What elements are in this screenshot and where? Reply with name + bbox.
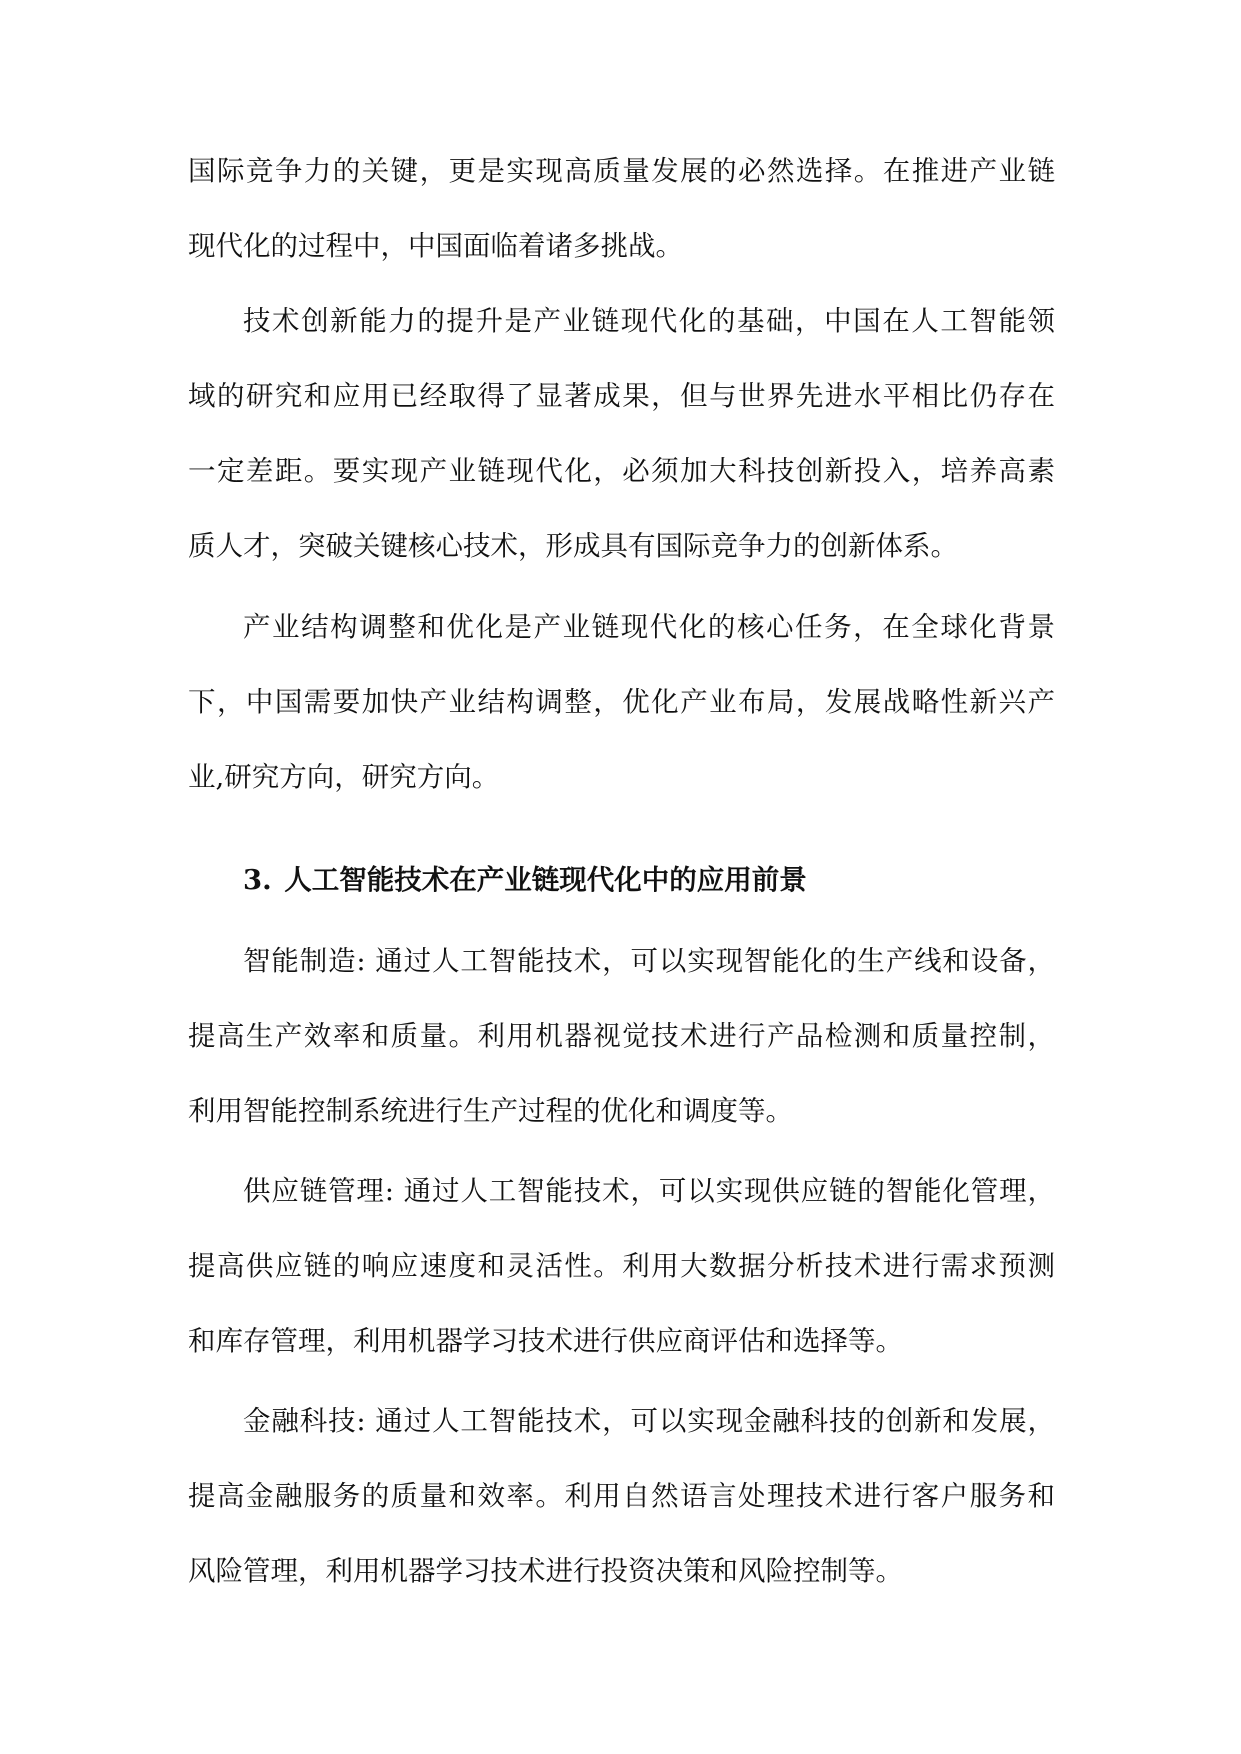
paragraph-fintech [188, 1384, 1055, 1609]
text-line: 提高供应链的响应速度和灵活性。利用大数据分析技术进行需求预测 [188, 1250, 1055, 1282]
document-body [188, 134, 1055, 1609]
text-line: 供应链管理: 通过人工智能技术，可以实现供应链的智能化管理， [243, 1175, 1055, 1207]
section-heading [188, 843, 1055, 918]
text-line: 智能制造: 通过人工智能技术，可以实现智能化的生产线和设备， [243, 945, 1055, 977]
text-line: 一定差距。要实现产业链现代化，必须加大科技创新投入，培养高素 [188, 455, 1055, 487]
text-line: 利用智能控制系统进行生产过程的优化和调度等。 [188, 1095, 793, 1127]
text-line: 和库存管理，利用机器学习技术进行供应商评估和选择等。 [188, 1325, 903, 1357]
text-line: 产业结构调整和优化是产业链现代化的核心任务，在全球化背景 [243, 611, 1055, 643]
section-number: 3. [243, 864, 272, 896]
paragraph-tech-innovation [188, 284, 1055, 584]
text-line: 技术创新能力的提升是产业链现代化的基础，中国在人工智能领 [243, 305, 1055, 337]
section-title: 人工智能技术在产业链现代化中的应用前景 [284, 864, 807, 896]
text-line: 风险管理，利用机器学习技术进行投资决策和风险控制等。 [188, 1555, 903, 1587]
text-line: 国际竞争力的关键，更是实现高质量发展的必然选择。在推进产业链 [188, 155, 1055, 187]
text-line: 业,研究方向，研究方向。 [188, 761, 500, 793]
paragraph-continuation [188, 134, 1055, 284]
text-line: 质人才，突破关键核心技术，形成具有国际竞争力的创新体系。 [188, 530, 958, 562]
text-line: 域的研究和应用已经取得了显著成果，但与世界先进水平相比仍存在 [188, 380, 1055, 412]
text-line: 提高生产效率和质量。利用机器视觉技术进行产品检测和质量控制， [188, 1020, 1055, 1052]
paragraph-supply-chain [188, 1154, 1055, 1379]
text-line: 下，中国需要加快产业结构调整，优化产业布局，发展战略性新兴产 [188, 686, 1055, 718]
text-line: 现代化的过程中，中国面临着诸多挑战。 [188, 230, 683, 262]
paragraph-industry-structure [188, 590, 1055, 815]
text-line: 金融科技: 通过人工智能技术，可以实现金融科技的创新和发展， [243, 1405, 1055, 1437]
text-line: 提高金融服务的质量和效率。利用自然语言处理技术进行客户服务和 [188, 1480, 1055, 1512]
paragraph-smart-manufacturing [188, 924, 1055, 1149]
